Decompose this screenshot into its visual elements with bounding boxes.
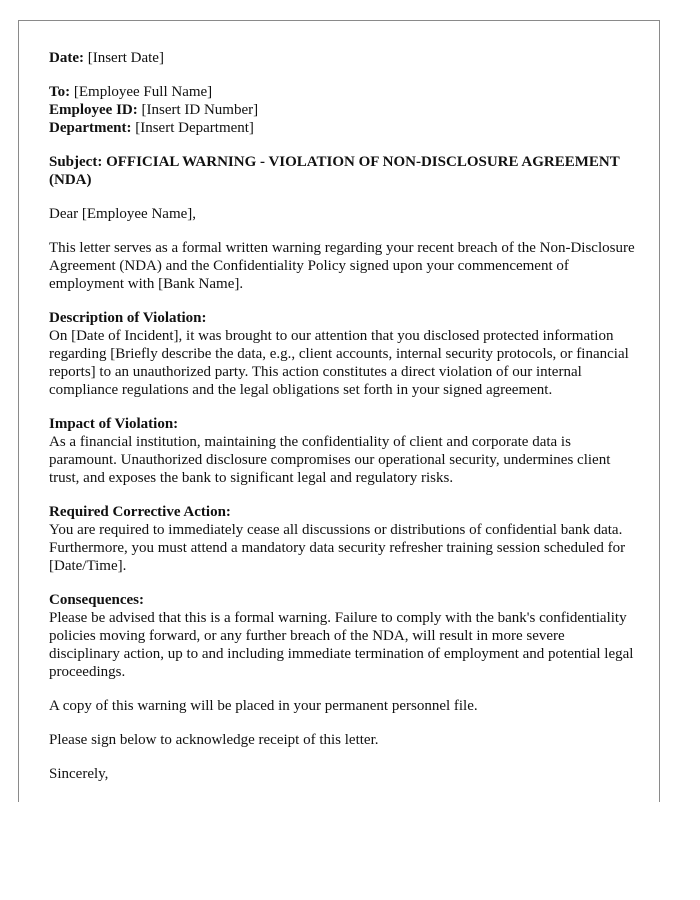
department-label: Department: — [49, 120, 132, 136]
department-value: [Insert Department] — [135, 120, 254, 136]
consequences-section — [49, 591, 639, 681]
subject-value: OFFICIAL WARNING - VIOLATION OF NON-DISCLOSURE AGREEMENT (NDA) — [49, 154, 620, 188]
date-value: [Insert Date] — [87, 50, 164, 66]
corrective-action-text: You are required to immediately cease all discussions or distributions of confidential bank data. Furthermore, you must attend a mandatory data security refresher training session scheduled for [Date/Time]. — [49, 522, 626, 574]
impact-text: As a financial institution, maintaining the confidentiality of client and corporate data is paramount. Unauthorized disclosure compromises our operational security, undermines client trust, and exposes the bank to significant legal and regulatory risks. — [49, 434, 611, 486]
employee-id-line — [49, 101, 639, 119]
date-label: Date: — [49, 50, 84, 66]
sign-request: Please sign below to acknowledge receipt of this letter. — [49, 732, 379, 748]
copy-note: A copy of this warning will be placed in your permanent personnel file. — [49, 698, 478, 714]
description-text: On [Date of Incident], it was brought to our attention that you disclosed protected information regarding [Briefly describe the data, e.g., client accounts, internal security protocols, or financial reports] to an unauthorized party. This action constitutes a direct violation of our internal compliance regulations and the legal obligations set forth in your signed agreement. — [49, 328, 629, 398]
to-label: To: — [49, 84, 71, 100]
impact-heading: Impact of Violation: — [49, 416, 179, 432]
corrective-action-heading: Required Corrective Action: — [49, 504, 231, 520]
to-line — [49, 83, 639, 101]
consequences-heading: Consequences: — [49, 592, 145, 608]
closing: Sincerely, — [49, 766, 109, 782]
letter-page — [18, 20, 660, 802]
impact-section — [49, 415, 639, 487]
to-value: [Employee Full Name] — [73, 84, 213, 100]
date-line — [49, 49, 639, 67]
recipient-block — [49, 83, 639, 137]
corrective-action-section — [49, 503, 639, 575]
salutation: Dear [Employee Name], — [49, 206, 197, 222]
subject-line — [49, 153, 639, 189]
intro-paragraph: This letter serves as a formal written warning regarding your recent breach of the Non-Disclosure Agreement (NDA) and the Confidentiality Policy signed upon your commencement of employment with [Bank Name]. — [49, 240, 635, 292]
subject-label: Subject: — [49, 154, 103, 170]
description-section — [49, 309, 639, 399]
description-heading: Description of Violation: — [49, 310, 207, 326]
department-line — [49, 119, 639, 137]
letter-body — [49, 49, 639, 799]
consequences-text: Please be advised that this is a formal warning. Failure to comply with the bank's confidentiality policies moving forward, or any further breach of the NDA, will result in more severe disciplinary action, up to and including immediate termination of employment and potential legal proceedings. — [49, 610, 634, 680]
employee-id-value: [Insert ID Number] — [141, 102, 259, 118]
employee-id-label: Employee ID: — [49, 102, 138, 118]
